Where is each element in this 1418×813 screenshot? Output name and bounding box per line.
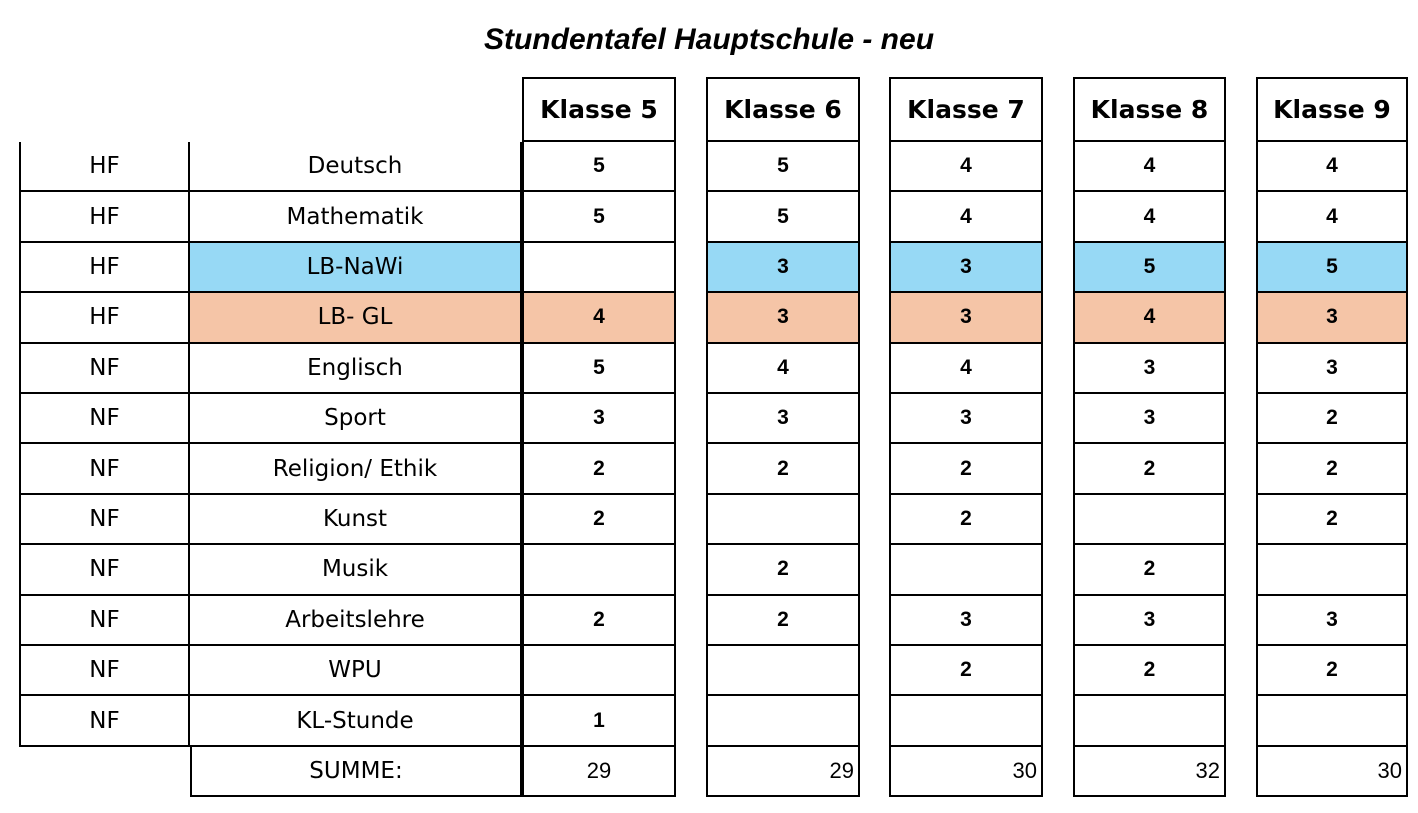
row-type-label: HF xyxy=(19,142,190,192)
hours-cell-klasse-8: 3 xyxy=(1073,596,1226,646)
subject-name: Musik xyxy=(190,545,522,595)
hours-cell-klasse-5 xyxy=(522,545,676,595)
hours-cell-klasse-6: 2 xyxy=(706,444,860,494)
hours-cell-klasse-7: 4 xyxy=(889,192,1043,242)
hours-cell-klasse-8: 2 xyxy=(1073,646,1226,696)
row-type-label: NF xyxy=(19,444,190,494)
hours-cell-klasse-8: 3 xyxy=(1073,344,1226,394)
hours-cell-klasse-6: 2 xyxy=(706,596,860,646)
hours-cell-klasse-7: 2 xyxy=(889,444,1043,494)
column-header-klasse-6: Klasse 6 xyxy=(706,77,860,142)
row-type-label: HF xyxy=(19,192,190,242)
summary-label: SUMME: xyxy=(190,747,522,797)
hours-cell-klasse-9: 3 xyxy=(1256,596,1408,646)
hours-cell-klasse-5: 2 xyxy=(522,444,676,494)
subject-name: Sport xyxy=(190,394,522,444)
hours-cell-klasse-9 xyxy=(1256,545,1408,595)
row-type-label: NF xyxy=(19,696,190,746)
subject-name: Deutsch xyxy=(190,142,522,192)
column-header-klasse-9: Klasse 9 xyxy=(1256,77,1408,142)
hours-cell-klasse-7: 4 xyxy=(889,142,1043,192)
hours-cell-klasse-9: 4 xyxy=(1256,192,1408,242)
column-header-klasse-7: Klasse 7 xyxy=(889,77,1043,142)
row-type-label: NF xyxy=(19,394,190,444)
subject-name: Arbeitslehre xyxy=(190,596,522,646)
hours-cell-klasse-6: 5 xyxy=(706,142,860,192)
hours-cell-klasse-8: 4 xyxy=(1073,293,1226,343)
hours-cell-klasse-6: 5 xyxy=(706,192,860,242)
subject-name: LB-NaWi xyxy=(190,243,522,293)
hours-cell-klasse-5: 2 xyxy=(522,495,676,545)
hours-cell-klasse-8: 5 xyxy=(1073,243,1226,293)
hours-cell-klasse-6 xyxy=(706,495,860,545)
summary-value-klasse-8: 32 xyxy=(1073,747,1226,797)
row-type-label: HF xyxy=(19,293,190,343)
hours-cell-klasse-6: 4 xyxy=(706,344,860,394)
row-type-label: NF xyxy=(19,344,190,394)
summary-value-klasse-6: 29 xyxy=(706,747,860,797)
hours-cell-klasse-7 xyxy=(889,696,1043,746)
subject-name: KL-Stunde xyxy=(190,696,522,746)
hours-cell-klasse-7: 3 xyxy=(889,243,1043,293)
hours-cell-klasse-8 xyxy=(1073,495,1226,545)
hours-cell-klasse-8: 4 xyxy=(1073,192,1226,242)
hours-cell-klasse-6 xyxy=(706,646,860,696)
hours-cell-klasse-9: 2 xyxy=(1256,495,1408,545)
hours-cell-klasse-5: 4 xyxy=(522,293,676,343)
column-header-klasse-8: Klasse 8 xyxy=(1073,77,1226,142)
hours-cell-klasse-5: 5 xyxy=(522,192,676,242)
hours-cell-klasse-9: 5 xyxy=(1256,243,1408,293)
hours-cell-klasse-9: 4 xyxy=(1256,142,1408,192)
hours-cell-klasse-8: 2 xyxy=(1073,444,1226,494)
hours-cell-klasse-7: 3 xyxy=(889,394,1043,444)
hours-cell-klasse-6: 3 xyxy=(706,243,860,293)
hours-cell-klasse-6: 3 xyxy=(706,394,860,444)
summary-value-klasse-9: 30 xyxy=(1256,747,1408,797)
hours-cell-klasse-5: 5 xyxy=(522,344,676,394)
column-header-klasse-5: Klasse 5 xyxy=(522,77,676,142)
summary-value-klasse-5: 29 xyxy=(522,747,676,797)
hours-cell-klasse-7: 2 xyxy=(889,495,1043,545)
row-type-label: NF xyxy=(19,545,190,595)
hours-cell-klasse-7: 4 xyxy=(889,344,1043,394)
row-type-label: NF xyxy=(19,646,190,696)
hours-cell-klasse-5 xyxy=(522,646,676,696)
row-type-label: NF xyxy=(19,495,190,545)
hours-cell-klasse-8 xyxy=(1073,696,1226,746)
subject-name: LB- GL xyxy=(190,293,522,343)
hours-cell-klasse-9: 2 xyxy=(1256,394,1408,444)
subject-name: Religion/ Ethik xyxy=(190,444,522,494)
hours-cell-klasse-9: 3 xyxy=(1256,293,1408,343)
hours-cell-klasse-6: 3 xyxy=(706,293,860,343)
hours-cell-klasse-9: 2 xyxy=(1256,646,1408,696)
hours-cell-klasse-8: 4 xyxy=(1073,142,1226,192)
hours-cell-klasse-7: 3 xyxy=(889,596,1043,646)
hours-cell-klasse-5: 1 xyxy=(522,696,676,746)
subject-name: WPU xyxy=(190,646,522,696)
hours-cell-klasse-9 xyxy=(1256,696,1408,746)
hours-cell-klasse-5 xyxy=(522,243,676,293)
subject-name: Kunst xyxy=(190,495,522,545)
hours-cell-klasse-7 xyxy=(889,545,1043,595)
hours-cell-klasse-9: 3 xyxy=(1256,344,1408,394)
hours-cell-klasse-6 xyxy=(706,696,860,746)
hours-cell-klasse-7: 3 xyxy=(889,293,1043,343)
subject-name: Englisch xyxy=(190,344,522,394)
hours-cell-klasse-9: 2 xyxy=(1256,444,1408,494)
summary-value-klasse-7: 30 xyxy=(889,747,1043,797)
hours-cell-klasse-5: 3 xyxy=(522,394,676,444)
row-type-label: HF xyxy=(19,243,190,293)
hours-cell-klasse-6: 2 xyxy=(706,545,860,595)
page-title: Stundentafel Hauptschule - neu xyxy=(483,23,935,56)
hours-cell-klasse-5: 2 xyxy=(522,596,676,646)
hours-cell-klasse-7: 2 xyxy=(889,646,1043,696)
row-type-label: NF xyxy=(19,596,190,646)
subject-name: Mathematik xyxy=(190,192,522,242)
hours-cell-klasse-5: 5 xyxy=(522,142,676,192)
hours-cell-klasse-8: 3 xyxy=(1073,394,1226,444)
hours-cell-klasse-8: 2 xyxy=(1073,545,1226,595)
